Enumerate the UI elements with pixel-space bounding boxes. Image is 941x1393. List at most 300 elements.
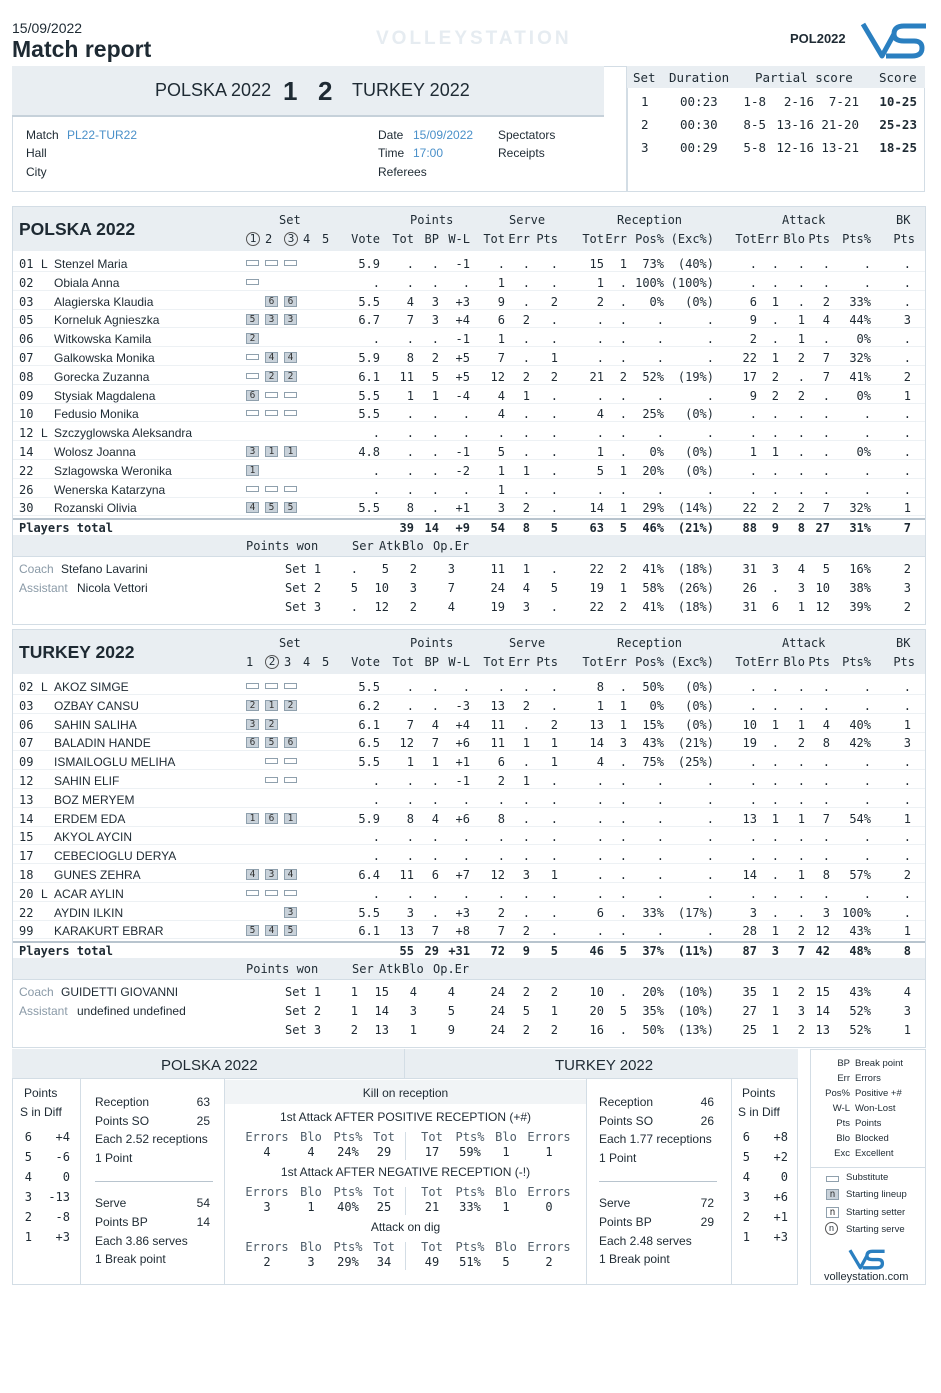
player-reception-0: .: [596, 332, 604, 347]
player-serve-tot: 7: [497, 924, 505, 939]
player-points-w-l: -1: [455, 774, 470, 788]
player-serve-err: .: [522, 811, 530, 826]
total-points-1: 29: [424, 944, 439, 959]
starting-position: 5: [284, 925, 297, 936]
player-number: 15: [19, 830, 34, 845]
set-points-won-0: .: [350, 562, 358, 577]
player-attack-4: .: [863, 680, 871, 694]
player-reception-1: 1: [619, 501, 627, 516]
reception-label: Reception: [95, 1095, 150, 1109]
player-reception-3: (14%): [677, 501, 714, 516]
player-attack-4: .: [863, 463, 871, 478]
set-points-won-2: 2: [409, 599, 417, 614]
player-attack-3: 7: [822, 369, 830, 384]
player-block-pts: .: [903, 886, 911, 901]
set-reception-0: 22: [589, 599, 604, 614]
set-serve-0: 24: [490, 580, 505, 595]
set-attack-2: 3: [797, 580, 805, 595]
player-reception-1: 1: [619, 698, 627, 713]
player-number: 22: [19, 905, 34, 920]
set-number: 1: [641, 94, 649, 109]
player-reception-0: 6: [596, 905, 604, 920]
col-attack-1: Err: [757, 655, 779, 669]
player-number: 05: [19, 313, 34, 328]
player-vote: 5.5: [358, 680, 380, 694]
player-reception-2: 73%: [642, 257, 664, 271]
player-reception-0: .: [596, 792, 604, 807]
legend-abbr: Pos%: [825, 1088, 850, 1099]
player-reception-1: .: [619, 849, 627, 864]
points-label: Points: [742, 1086, 776, 1100]
player-serve-err: .: [522, 445, 530, 459]
player-name: Gorecka Zuzanna: [54, 369, 150, 384]
rotation-diff: +4: [55, 1130, 70, 1144]
player-points-w-l: +5: [455, 351, 470, 365]
summary-home-name: POLSKA 2022: [161, 1057, 258, 1074]
player-attack-4: 43%: [849, 924, 871, 939]
player-attack-2: 1: [797, 717, 805, 732]
set-attack-3: 12: [815, 599, 830, 614]
total-reception-1: 5: [619, 944, 627, 959]
player-serve-err: 2: [522, 313, 530, 328]
player-attack-4: .: [863, 830, 871, 845]
player-serve-pts: .: [550, 426, 558, 441]
substitute-marker: [246, 410, 259, 416]
starting-position: 3: [265, 314, 278, 325]
home-col-1: Blo: [300, 1130, 322, 1144]
home-col-3: Tot: [373, 1185, 395, 1199]
player-serve-err: 1: [522, 388, 530, 403]
player-points-tot: .: [406, 792, 414, 807]
player-name: SAHIN ELIF: [54, 774, 120, 788]
player-reception-0: .: [596, 426, 604, 441]
player-vote: 6.5: [358, 736, 380, 751]
points-won-col-2: Blo: [402, 962, 424, 977]
page-title: Match report: [12, 36, 152, 62]
players-total-label: Players total: [19, 521, 113, 536]
set-points-won-2: 2: [409, 562, 417, 577]
player-name: Stysiak Magdalena: [54, 388, 156, 403]
home-value-1: 1: [307, 1200, 315, 1214]
player-vote: 5.5: [358, 294, 380, 309]
away-value-1: 59%: [459, 1145, 481, 1159]
player-reception-2: 100%: [635, 275, 664, 290]
set-reception-2: 35%: [642, 1003, 664, 1018]
player-number: 12: [19, 774, 34, 788]
player-vote: 6.1: [358, 924, 380, 939]
starting-setter-symbol: n: [826, 1207, 839, 1218]
set-duration: 00:30: [680, 117, 718, 132]
set-reception-2: 20%: [642, 985, 664, 1000]
player-attack-1: 1: [771, 294, 779, 309]
player-reception-3: .: [706, 332, 714, 347]
home-value-0: 2: [263, 1255, 271, 1269]
player-reception-3: .: [706, 868, 714, 882]
match-code-badge: POL2022: [790, 31, 846, 46]
player-attack-0: 22: [742, 351, 757, 365]
player-attack-3: 12: [815, 924, 830, 939]
player-attack-4: .: [863, 792, 871, 807]
player-serve-pts: .: [550, 698, 558, 713]
player-attack-4: 0%: [856, 445, 871, 459]
player-block-pts: 1: [903, 811, 911, 826]
starting-position: 1: [265, 446, 278, 457]
set-row-label: Set 3: [285, 599, 322, 614]
set-attack-0: 26: [742, 580, 757, 595]
player-serve-tot: .: [497, 792, 505, 807]
player-name: AKOZ SIMGE: [54, 680, 129, 694]
set-block-pts: 3: [903, 1003, 911, 1018]
volleystation-logo-icon: [860, 20, 928, 65]
player-attack-4: .: [863, 774, 871, 788]
total-points-0: 39: [399, 521, 414, 536]
player-points-tot: .: [406, 257, 414, 271]
set-attack-4: 52%: [849, 1003, 871, 1018]
player-attack-1: .: [771, 275, 779, 290]
away-value-3: 1: [545, 1145, 553, 1159]
col-attack-2: Blo: [783, 655, 805, 669]
stat-separator: [599, 1181, 717, 1182]
player-reception-1: .: [619, 426, 627, 441]
set-attack-2: 2: [797, 985, 805, 1000]
set-block-pts: 2: [903, 562, 911, 577]
starting-position: 4: [265, 925, 278, 936]
total-block-pts: 8: [903, 944, 911, 959]
player-attack-0: 19: [742, 736, 757, 751]
player-name: Witkowska Kamila: [54, 332, 152, 347]
points-bp-value: 29: [700, 1215, 714, 1229]
city-label: City: [26, 165, 47, 179]
player-serve-tot: .: [497, 257, 505, 271]
player-points-w-l: .: [462, 426, 470, 441]
player-serve-tot: 7: [497, 351, 505, 365]
player-serve-err: 1: [522, 736, 530, 751]
player-attack-1: .: [771, 313, 779, 328]
col-points-2: W-L: [448, 232, 470, 246]
set-block-pts: 4: [903, 985, 911, 1000]
points-so-label: Points SO: [95, 1114, 150, 1128]
player-reception-1: .: [619, 774, 627, 788]
total-reception-0: 46: [589, 944, 604, 959]
attack-section-title: 1st Attack AFTER NEGATIVE RECEPTION (-!): [280, 1165, 531, 1179]
player-reception-3: (17%): [677, 905, 714, 920]
player-serve-tot: 11: [490, 736, 505, 751]
player-attack-3: .: [822, 257, 830, 271]
substitute-marker: [265, 777, 278, 783]
player-reception-0: 4: [596, 755, 604, 770]
player-serve-tot: 1: [497, 332, 505, 347]
player-attack-4: 57%: [849, 868, 871, 882]
player-serve-pts: 1: [550, 755, 558, 770]
player-block-pts: .: [903, 774, 911, 788]
player-number: 02: [19, 680, 34, 694]
player-number: 22: [19, 463, 34, 478]
one-break-point-text: 1 Break point: [599, 1252, 670, 1266]
player-serve-err: .: [522, 886, 530, 901]
rotation-diff: -8: [55, 1210, 70, 1224]
player-serve-err: 2: [522, 698, 530, 713]
player-points-w-l: .: [462, 680, 470, 694]
set-attack-3: 10: [815, 580, 830, 595]
player-role: L: [41, 257, 48, 271]
player-attack-3: .: [822, 849, 830, 864]
starting-position: 5: [265, 502, 278, 513]
rotation-diff: -6: [55, 1150, 70, 1164]
col-attack-3: Pts: [808, 655, 830, 669]
partial-score-3: 13-21: [821, 140, 859, 155]
away-col-1: Pts%: [455, 1240, 485, 1254]
set-reception-3: (18%): [677, 599, 714, 614]
player-points-w-l: -4: [455, 388, 470, 403]
player-vote: 5.5: [358, 755, 380, 770]
player-points-bp: .: [431, 445, 439, 459]
player-vote: 6.4: [358, 868, 380, 882]
set-attack-4: 43%: [849, 985, 871, 1000]
player-serve-pts: 2: [550, 369, 558, 384]
partial-score-1: 8-5: [743, 117, 766, 132]
assistant-name: Nicola Vettori: [77, 581, 148, 596]
player-points-w-l: +1: [455, 755, 470, 770]
player-attack-4: 54%: [849, 811, 871, 826]
player-reception-1: 3: [619, 736, 627, 751]
player-reception-1: .: [619, 886, 627, 901]
starting-position: 1: [284, 446, 297, 457]
player-reception-3: .: [706, 351, 714, 365]
player-serve-err: .: [522, 332, 530, 347]
player-number: 08: [19, 369, 34, 384]
row-separator: [13, 384, 925, 385]
rotation-diff: +1: [773, 1210, 788, 1224]
player-points-w-l: +1: [455, 501, 470, 516]
away-value-3: 2: [545, 1255, 553, 1269]
set-header-5: 5: [322, 232, 330, 246]
player-attack-1: .: [771, 736, 779, 751]
set-header-4: 4: [303, 232, 311, 246]
player-reception-0: .: [596, 388, 604, 403]
player-points-bp: 4: [431, 811, 439, 826]
player-points-w-l: .: [462, 482, 470, 497]
time-label: Time: [378, 146, 405, 160]
player-attack-1: .: [771, 868, 779, 882]
row-separator: [13, 769, 925, 770]
player-reception-1: .: [619, 830, 627, 845]
set-block-pts: 3: [903, 580, 911, 595]
player-attack-1: .: [771, 407, 779, 422]
set-points-won-3: 7: [447, 580, 455, 595]
starting-position: 3: [284, 907, 297, 918]
player-attack-2: 1: [797, 313, 805, 328]
player-reception-1: 2: [619, 369, 627, 384]
player-attack-1: 1: [771, 717, 779, 732]
col-points-0: Tot: [392, 232, 414, 246]
set-points-won-1: 15: [374, 985, 389, 1000]
player-points-bp: 3: [431, 294, 439, 309]
player-points-bp: .: [431, 463, 439, 478]
player-reception-0: 5: [596, 463, 604, 478]
player-attack-3: .: [822, 698, 830, 713]
player-reception-1: .: [619, 388, 627, 403]
player-name: Szlagowska Weronika: [54, 463, 172, 478]
player-points-tot: .: [406, 886, 414, 901]
substitute-marker: [265, 410, 278, 416]
starting-position: 6: [246, 390, 259, 401]
rotation-number: 3: [742, 1190, 750, 1204]
player-reception-0: .: [596, 924, 604, 939]
set-serve-2: 1: [550, 1003, 558, 1018]
player-vote: .: [372, 774, 380, 788]
player-points-w-l: .: [462, 407, 470, 422]
player-attack-4: 33%: [849, 294, 871, 309]
legend-abbr: Err: [837, 1073, 850, 1084]
player-block-pts: .: [903, 849, 911, 864]
player-number: 10: [19, 407, 34, 422]
total-reception-2: 37%: [642, 944, 664, 959]
player-number: 06: [19, 717, 34, 732]
player-serve-tot: 1: [497, 463, 505, 478]
set-serve-1: 2: [522, 1022, 530, 1037]
set-serve-2: 5: [550, 580, 558, 595]
player-attack-3: .: [822, 426, 830, 441]
player-reception-2: 29%: [642, 501, 664, 516]
player-attack-0: .: [749, 849, 757, 864]
player-block-pts: 1: [903, 388, 911, 403]
col-group-attack: Attack: [782, 213, 826, 227]
player-serve-tot: 4: [497, 388, 505, 403]
player-reception-3: (0%): [685, 717, 714, 732]
col-attack-3: Pts: [808, 232, 830, 246]
row-separator: [13, 750, 925, 751]
col-points-1: BP: [424, 232, 439, 246]
player-points-bp: .: [431, 792, 439, 807]
set-reception-0: 20: [589, 1003, 604, 1018]
away-col-1: Pts%: [455, 1185, 485, 1199]
player-serve-tot: .: [497, 680, 505, 694]
player-reception-2: .: [656, 849, 664, 864]
row-separator: [13, 694, 925, 695]
player-points-tot: .: [406, 463, 414, 478]
starting-position: 4: [284, 352, 297, 363]
points-won-col-3: Op.Er: [433, 539, 470, 554]
total-block-pts: 7: [903, 521, 911, 536]
away-value-1: 33%: [459, 1200, 481, 1214]
substitute-marker: [265, 392, 278, 398]
set-points-won-1: 10: [374, 580, 389, 595]
total-attack-1: 3: [771, 944, 779, 959]
col-vote: Vote: [351, 232, 380, 246]
player-points-bp: .: [431, 482, 439, 497]
points-won-col-0: Ser: [352, 962, 374, 977]
player-attack-0: 6: [749, 294, 757, 309]
total-serve-1: 9: [522, 944, 530, 959]
rotation-number: 6: [742, 1130, 750, 1144]
player-serve-pts: .: [550, 313, 558, 328]
col-group-points: Points: [410, 636, 454, 650]
player-number: 14: [19, 811, 34, 826]
receipts-label: Receipts: [498, 146, 545, 160]
substitute-marker: [284, 890, 297, 896]
row-separator: [13, 938, 925, 939]
rotation-diff: +3: [55, 1230, 70, 1244]
starting-position: 3: [246, 446, 259, 457]
total-reception-1: 5: [619, 521, 627, 536]
player-serve-err: .: [522, 849, 530, 864]
set-reception-1: 2: [619, 562, 627, 577]
row-separator: [13, 732, 925, 733]
away-value-2: 1: [502, 1145, 510, 1159]
player-reception-3: .: [706, 811, 714, 826]
player-reception-1: .: [619, 811, 627, 826]
player-serve-err: .: [522, 294, 530, 309]
set-serve-2: 2: [550, 985, 558, 1000]
substitute-marker: [284, 486, 297, 492]
home-col-2: Pts%: [333, 1240, 363, 1254]
player-points-w-l: +4: [455, 717, 470, 732]
player-attack-0: .: [749, 275, 757, 290]
player-serve-pts: .: [550, 905, 558, 920]
player-number: 14: [19, 445, 34, 459]
starting-position: 2: [246, 333, 259, 344]
player-points-w-l: .: [462, 886, 470, 901]
legend-abbr: Exc: [834, 1148, 850, 1159]
player-attack-2: .: [797, 445, 805, 459]
set-block-pts: 1: [903, 1022, 911, 1037]
player-attack-3: .: [822, 755, 830, 770]
player-reception-0: .: [596, 774, 604, 788]
player-vote: 5.5: [358, 905, 380, 920]
player-serve-pts: .: [550, 482, 558, 497]
player-serve-err: 2: [522, 369, 530, 384]
partial-score-3: 7-21: [828, 94, 859, 109]
row-separator: [13, 515, 925, 516]
away-value-1: 51%: [459, 1255, 481, 1269]
player-serve-tot: 12: [490, 369, 505, 384]
starting-position: 1: [246, 465, 259, 476]
player-block-pts: .: [903, 680, 911, 694]
player-number: 26: [19, 482, 34, 497]
players-total-label: Players total: [19, 944, 113, 959]
substitute-marker: [246, 373, 259, 379]
player-reception-3: .: [706, 482, 714, 497]
player-points-w-l: +8: [455, 924, 470, 939]
player-attack-2: .: [797, 755, 805, 770]
player-attack-0: 1: [749, 445, 757, 459]
set-reception-0: 22: [589, 562, 604, 577]
col-reception-0: Tot: [582, 655, 604, 669]
player-attack-1: 1: [771, 811, 779, 826]
player-reception-2: .: [656, 811, 664, 826]
player-points-bp: 7: [431, 924, 439, 939]
coach-name: GUIDETTI GIOVANNI: [61, 985, 179, 1000]
player-attack-3: .: [822, 482, 830, 497]
legend-starting-lineup: Starting lineup: [846, 1189, 907, 1200]
player-serve-err: .: [522, 830, 530, 845]
player-points-bp: .: [431, 905, 439, 920]
total-attack-1: 9: [771, 521, 779, 536]
player-serve-pts: .: [550, 407, 558, 422]
player-number: 99: [19, 924, 34, 939]
set-reception-1: .: [619, 1022, 627, 1037]
summary-header: [12, 1049, 798, 1079]
coach-name: Stefano Lavarini: [61, 562, 148, 577]
col-group-bk: BK: [896, 636, 911, 650]
player-points-w-l: -1: [455, 332, 470, 347]
player-serve-err: 1: [522, 463, 530, 478]
player-points-bp: 1: [431, 755, 439, 770]
player-attack-0: .: [749, 698, 757, 713]
set-points-won-0: 1: [350, 985, 358, 1000]
player-reception-3: .: [706, 426, 714, 441]
set-duration: 00:29: [680, 140, 718, 155]
